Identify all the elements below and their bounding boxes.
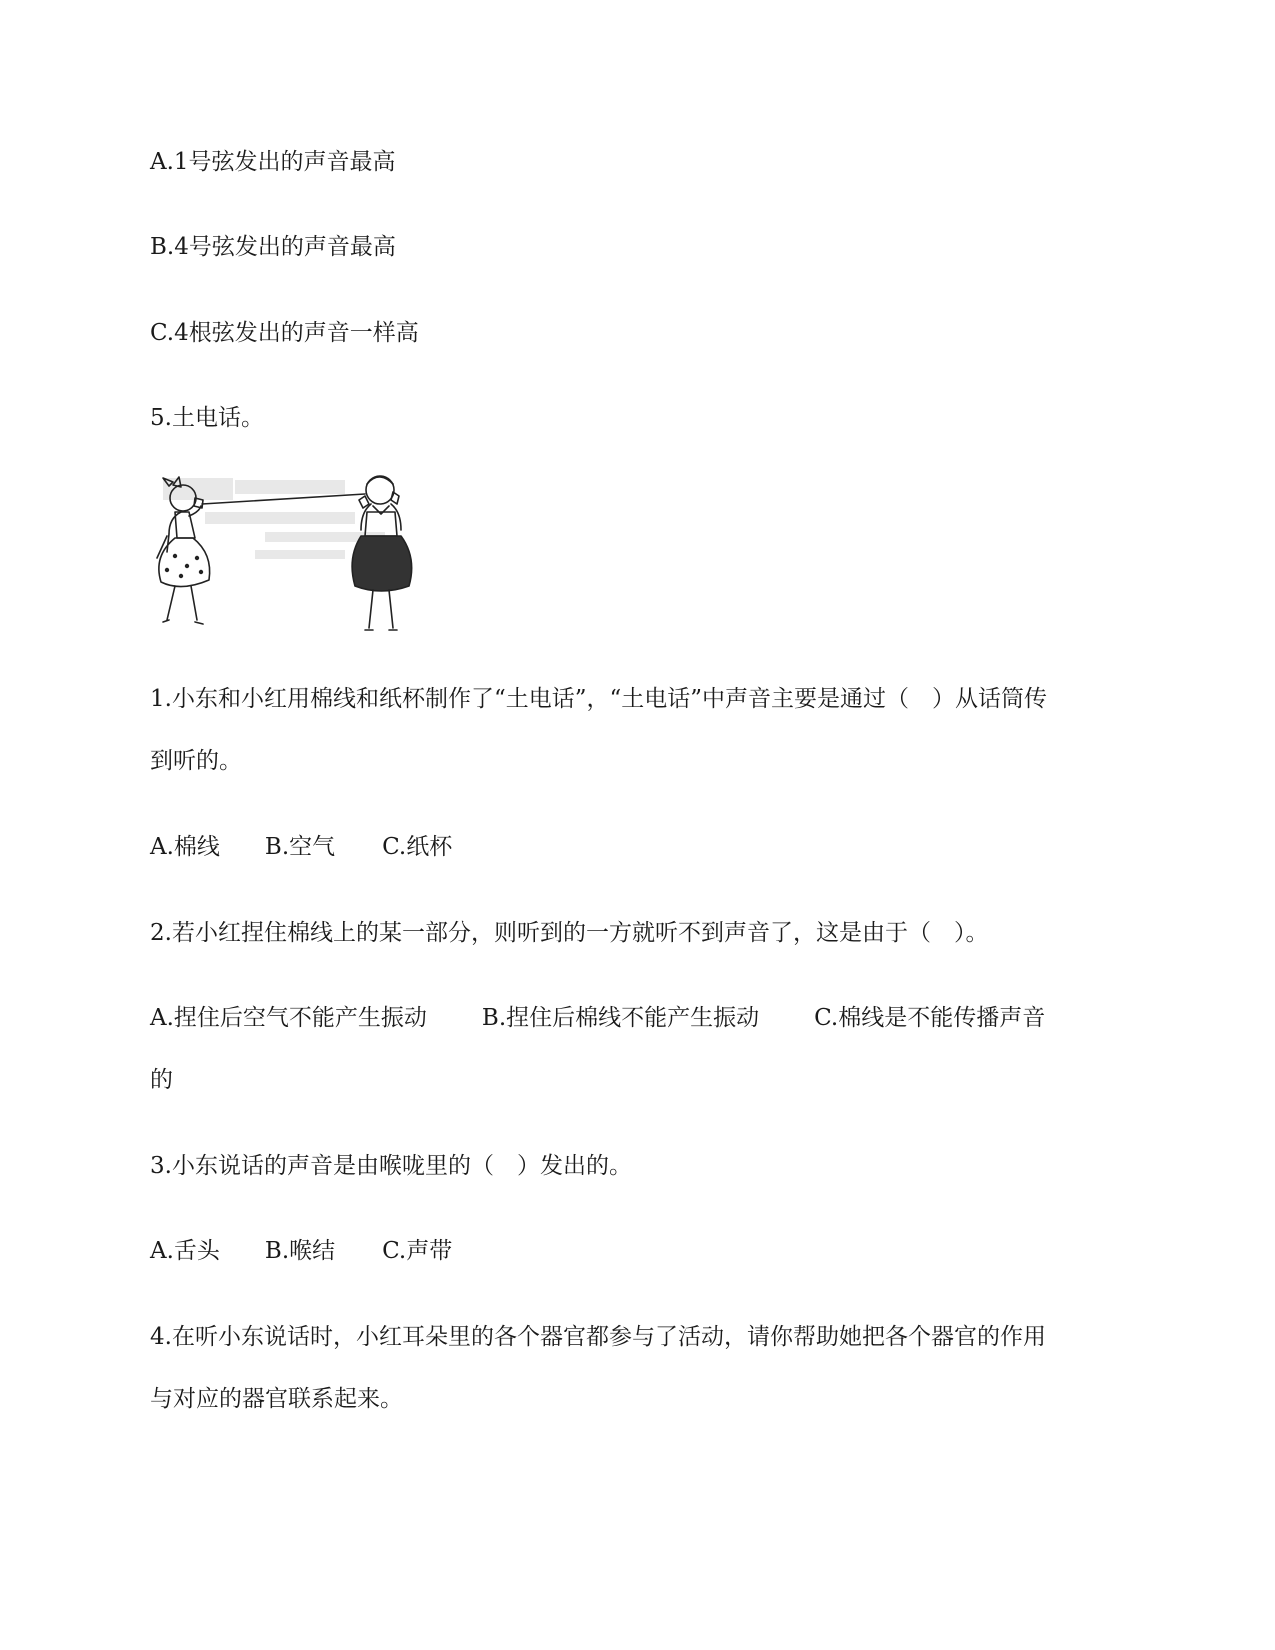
prev-option-a: A.1号弦发出的声音最高 [150, 149, 396, 175]
question-2-options-continued: 的 [150, 1067, 173, 1093]
question-1-options [150, 832, 452, 862]
question-1-option-b: B.空气 [264, 834, 336, 860]
question-3-option-c: C.声带 [382, 1238, 453, 1264]
question-4-stem-line1: 4.在听小东说话时，小红耳朵里的各个器官都参与了活动，请你帮助她把各个器官的作用 [150, 1324, 1046, 1350]
question-1-option-a: A.棉线 [150, 834, 220, 860]
question-1-option-c: C.纸杯 [382, 834, 453, 860]
section-title: 5.土电话。 [150, 405, 264, 431]
question-3-option-a: A.舌头 [150, 1238, 220, 1264]
question-2-option-c: C.棉线是不能传播声音 [814, 1005, 1046, 1031]
question-2-stem-line1: 2.若小红捏住棉线上的某一部分，则听到的一方就听不到声音了，这是由于（ ）。 [150, 920, 989, 946]
tin-can-telephone-illustration [145, 472, 430, 657]
question-3-option-b: B.喉结 [264, 1238, 336, 1264]
question-3-options [150, 1236, 452, 1266]
question-4-stem-line2: 与对应的器官联系起来。 [150, 1386, 403, 1412]
prev-option-c: C.4根弦发出的声音一样高 [150, 320, 419, 346]
question-1-stem-line1: 1.小东和小红用棉线和纸杯制作了“土电话”，“土电话”中声音主要是通过（ ）从话筒传 [150, 686, 1047, 712]
question-2-option-a: A.捏住后空气不能产生振动 [150, 1005, 427, 1031]
question-2-options [150, 1003, 1045, 1033]
question-1-stem-line2: 到听的。 [150, 748, 242, 774]
prev-option-b: B.4号弦发出的声音最高 [150, 234, 396, 260]
question-2-option-b: B.捏住后棉线不能产生振动 [481, 1005, 760, 1031]
question-3-stem-line1: 3.小东说话的声音是由喉咙里的（ ）发出的。 [150, 1153, 632, 1179]
